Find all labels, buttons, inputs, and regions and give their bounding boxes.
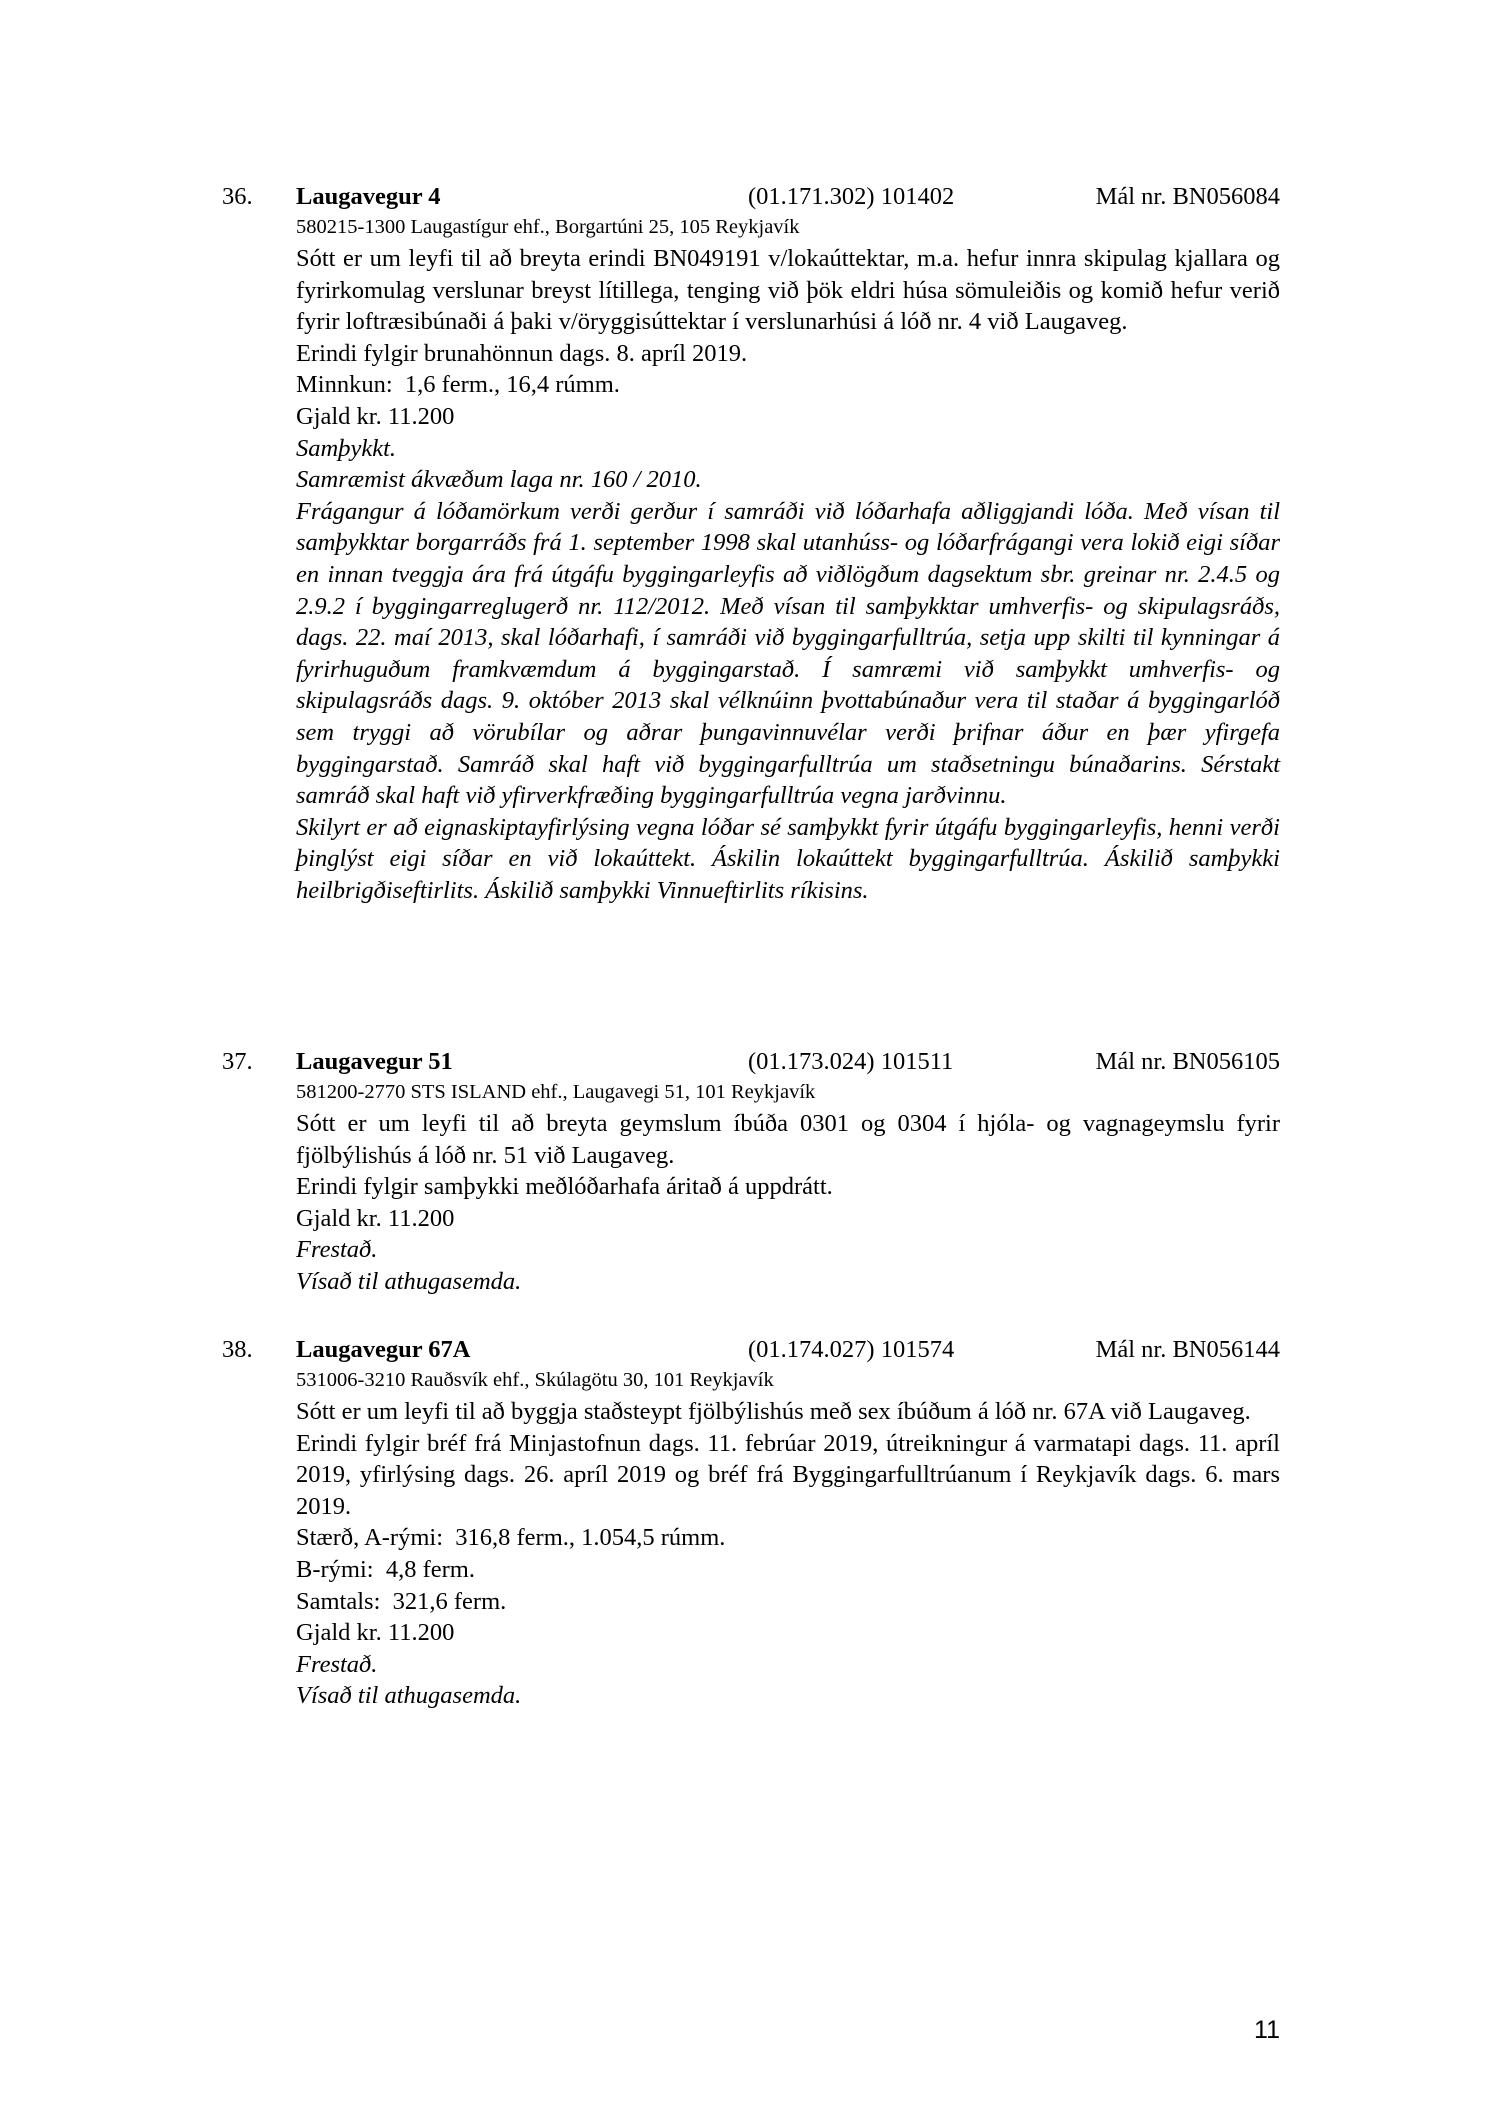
fee: Gjald kr. 11.200 — [296, 402, 455, 430]
case-address: Laugavegur 67A — [296, 1336, 471, 1363]
fee: Gjald kr. 11.200 — [296, 1619, 455, 1647]
case-header — [222, 180, 1280, 213]
case-attachments: Erindi fylgir samþykki meðlóðarhafa áritað á uppdrátt. — [296, 1173, 833, 1201]
remark: Vísað til athugasemda. — [296, 1682, 522, 1710]
land-number: (01.171.302) 101402 — [748, 183, 955, 210]
land-number: (01.173.024) 101511 — [748, 1048, 954, 1075]
remark: Skilyrt er að eignaskiptayfirlýsing vegna lóðar sé samþykkt fyrir útgáfu byggingarleyfis, henni verði þinglýst eigi síðar en við lokaúttekt. Áskilin lokaúttekt byggingarfulltrúa. Áskilið samþykki heilbrigðiseftirlits. Áskilið samþykki Vinnueftirlits ríkisins. — [296, 813, 1280, 904]
case-attachments: Erindi fylgir brunahönnun dags. 8. apríl 2019. — [296, 339, 748, 367]
case-description: Sótt er um leyfi til að byggja staðsteypt fjölbýlishús með sex íbúðum á lóð nr. 67A við Laugaveg. — [296, 1398, 1251, 1425]
case-description: Sótt er um leyfi til að breyta geymslum íbúða 0301 og 0304 í hjóla- og vagnageymslu fyrir fjölbýlishús á lóð nr. 51 við Laugaveg. — [296, 1110, 1280, 1169]
case-number: 37. — [222, 1048, 253, 1075]
case-header — [222, 1045, 1280, 1078]
case-address: Laugavegur 51 — [296, 1048, 453, 1075]
case-header — [222, 1333, 1280, 1366]
case-entry — [222, 180, 1280, 906]
applicant: 531006-3210 Rauðsvík ehf., Skúlagötu 30, 101 Reykjavík — [296, 1369, 774, 1391]
case-attachments: Erindi fylgir bréf frá Minjastofnun dags. 11. febrúar 2019, útreikningur á varmatapi dags. 11. apríl 2019, yfirlýsing dags. 26. apríl 2019 og bréf frá Byggingarfulltrúanum í Reykjavík dags. 6. mars 2019. — [296, 1429, 1280, 1520]
case-address: Laugavegur 4 — [296, 183, 441, 210]
size-line: B-rými: 4,8 ferm. — [296, 1555, 475, 1583]
case-number: 38. — [222, 1336, 253, 1363]
fee: Gjald kr. 11.200 — [296, 1204, 455, 1232]
decision: Frestað. — [296, 1236, 378, 1264]
case-reference: Mál nr. BN056084 — [1095, 183, 1280, 210]
size-line: Minnkun: 1,6 ferm., 16,4 rúmm. — [296, 371, 620, 399]
applicant: 581200-2770 STS ISLAND ehf., Laugavegi 51, 101 Reykjavík — [296, 1081, 816, 1103]
case-reference: Mál nr. BN056105 — [1095, 1048, 1280, 1075]
decision: Frestað. — [296, 1650, 378, 1678]
case-body — [296, 1366, 1280, 1712]
land-number: (01.174.027) 101574 — [748, 1336, 955, 1363]
size-line: Stærð, A-rými: 316,8 ferm., 1.054,5 rúmm. — [296, 1524, 726, 1552]
remark: Samræmist ákvæðum laga nr. 160 / 2010. — [296, 466, 702, 494]
size-line: Samtals: 321,6 ferm. — [296, 1587, 507, 1615]
case-reference: Mál nr. BN056144 — [1095, 1336, 1280, 1363]
remark: Vísað til athugasemda. — [296, 1267, 522, 1295]
case-body — [296, 1078, 1280, 1298]
case-description: Sótt er um leyfi til að breyta erindi BN049191 v/lokaúttektar, m.a. hefur innra skipulag kjallara og fyrirkomulag verslunar breyst lítillega, tenging við þök eldri húsa sömuleiðis og komið hefur verið fyrir loftræsibúnaði á þaki v/öryggisúttektar í verslunarhúsi á lóð nr. 4 við Laugaveg. — [296, 245, 1280, 336]
case-number: 36. — [222, 183, 253, 210]
page-number: 11 — [1254, 2016, 1280, 2044]
case-entry — [222, 1333, 1280, 1712]
case-body — [296, 213, 1280, 906]
applicant: 580215-1300 Laugastígur ehf., Borgartúni 25, 105 Reykjavík — [296, 216, 800, 238]
case-entry — [222, 1045, 1280, 1298]
decision: Samþykkt. — [296, 434, 396, 462]
remark: Frágangur á lóðamörkum verði gerður í samráði við lóðarhafa aðliggjandi lóða. Með vísan til samþykktar borgarráðs frá 1. september 1998 skal utanhúss- og lóðarfrágangi vera lokið eigi síðar en innan tveggja ára frá útgáfu byggingarleyfis að viðlögðum dagsektum sbr. greinar nr. 2.4.5 og 2.9.2 í byggingarreglugerð nr. 112/2012. Með vísan til samþykktar umhverfis- og skipulagsráðs, dags. 22. maí 2013, skal lóðarhafi, í samráði við byggingarfulltrúa, setja upp skilti til kynningar á fyrirhuguðum framkvæmdum á byggingarstað. Í samræmi við samþykkt umhverfis- og skipulagsráðs dags. 9. október 2013 skal vélknúinn þvottabúnaður vera til staðar á byggingarlóð sem tryggi að vörubílar og aðrar þungavinnuvélar verði þrifnar áður en þær yfirgefa byggingarstað. Samráð skal haft við byggingarfulltrúa um staðsetningu búnaðarins. Sérstakt samráð skal haft við yfirverkfræðing byggingarfulltrúa vegna jarðvinnu. — [296, 497, 1280, 810]
